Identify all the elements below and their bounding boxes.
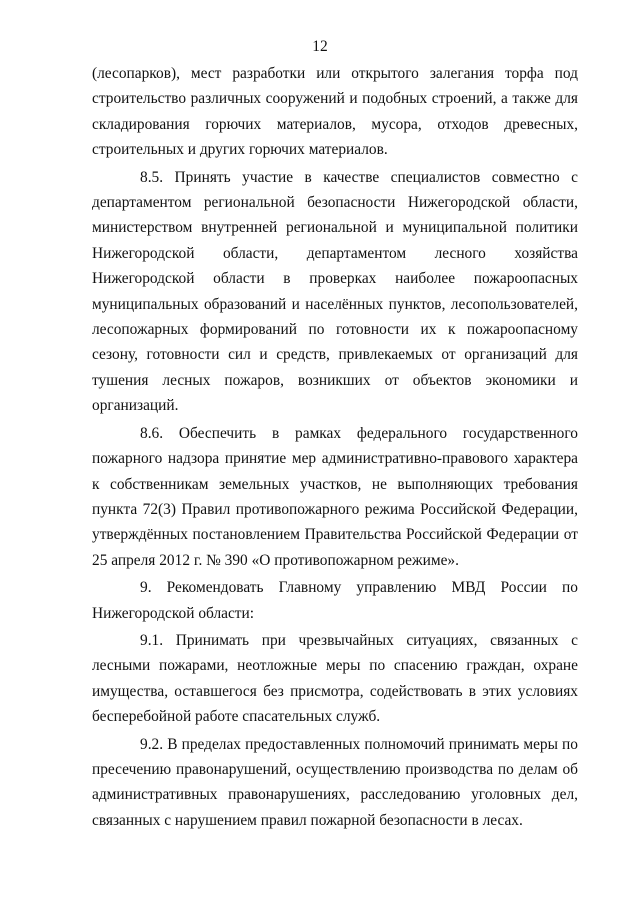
document-body [92, 61, 578, 835]
paragraph-9-1: 9.1. Принимать при чрезвычайных ситуациях, связанных с лесными пожарами, неотложные меры по спасению граждан, охране имущества, оставшегося без присмотра, содействовать в этих условиях бесперебойной работе спасательных служб. [92, 631, 578, 726]
paragraph-8-5: 8.5. Принять участие в качестве специалистов совместно с департаментом региональной безопасности Нижегородской области, министерством внутренней региональной и муниципальной политики Нижегородской области, департаментом лесного хозяйства Нижегородской области в проверках наиболее пожароопасных муниципальных образований и населённых пунктов, лесопользователей, лесопожарных формирований по готовности их к пожароопасному сезону, готовности сил и средств, привлекаемых от организаций для тушения лесных пожаров, возникших от объектов экономики и организаций. [92, 168, 578, 415]
page-number: 12 [312, 38, 328, 55]
paragraph-9-2: 9.2. В пределах предоставленных полномочий принимать меры по пресечению правонарушений, осуществлению производства по делам об административных правонарушениях, расследованию уголовных дел, связанных с нарушением правил пожарной безопасности в лесах. [92, 735, 578, 829]
paragraph-9: 9. Рекомендовать Главному управлению МВД России по Нижегородской области: [92, 579, 578, 622]
paragraph-continuation: (лесопарков), мест разработки или открытого залегания торфа под строительство различных сооружений и подобных строений, а также для складирования горючих материалов, мусора, отходов древесных, строительных и других горючих материалов. [92, 65, 578, 159]
paragraph-8-6: 8.6. Обеспечить в рамках федерального государственного пожарного надзора принятие мер административно-правового характера к собственникам земельных участков, не выполняющих требования пункта 72(3) Правил противопожарного режима Российской Федерации, утверждённых постановлением Правительства Российской Федерации от 25 апреля 2012 г. № 390 «О противопожарном режиме». [92, 424, 578, 569]
